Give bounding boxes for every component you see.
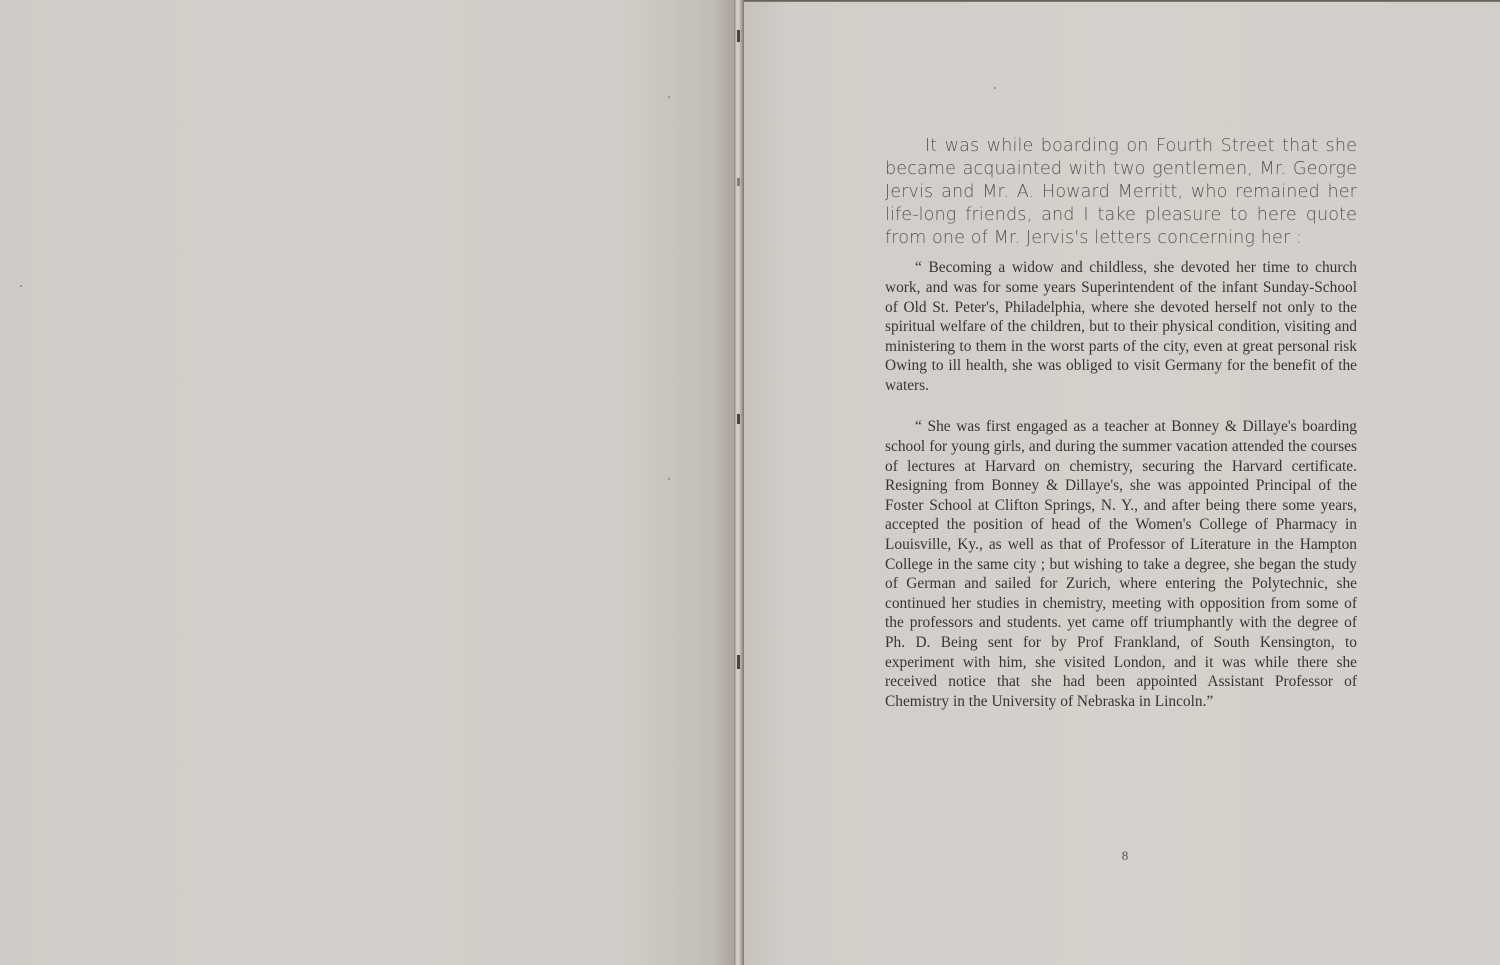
quote-paragraph-1: “ Becoming a widow and childless, she devoted her time to church work, and was for some years Superintendent of the infant Sunday-School of Old St. Peter's, Philadelphia, where she devoted herself not only to the spiritual welfare of the children, but to their physical condition, visiting and ministering to them in the worst parts of the city, even at great personal risk Owing to ill health, she was obliged to visit Germany for the benefit of the waters.	[885, 259, 1357, 394]
intro-paragraph: It was while boarding on Fourth Street that she became acquainted with two gentlemen, Mr. George Jervis and Mr. A. Howard Merritt, who remained her life-long friends, and I take pleasure to here quote from one of Mr. Jervis's letters concerning her :	[885, 135, 1357, 248]
paper-speck	[668, 478, 670, 480]
binding-thread-mark	[737, 414, 740, 424]
binding-thread-mark	[737, 655, 740, 669]
book-gutter	[734, 0, 744, 965]
quote-paragraph-2: “ She was first engaged as a teacher at Bonney & Dillaye's boarding school for young girls, and during the summer vacation attended the courses of lectures at Harvard on chemistry, securing the Harvard certificate. Resigning from Bonney & Dillaye's, she was appointed Principal of the Foster School at Clifton Springs, N. Y., and after being there some years, accepted the position of head of the Women's College of Pharmacy in Louisville, Ky., as well as that of Professor of Literature in the Hampton College in the same city ; but wishing to take a degree, she began the study of German and sailed for Zurich, where entering the Polytechnic, she continued her studies in chemistry, meeting with opposition from some of the professors and students. yet came off triumphantly with the degree of Ph. D. Being sent for by Prof Frankland, of South Kensington, to experiment with him, she visited London, and it was while there she received notice that she had been appointed Assistant Professor of Chemistry in the University of Nebraska in Lincoln.”	[885, 418, 1357, 710]
binding-thread-mark	[737, 30, 740, 42]
binding-thread-mark	[737, 178, 740, 186]
paper-speck	[20, 285, 22, 287]
paper-speck	[668, 96, 670, 98]
left-page-blank	[0, 0, 734, 965]
page-number: 8	[1121, 848, 1129, 863]
paper-speck	[994, 87, 996, 89]
